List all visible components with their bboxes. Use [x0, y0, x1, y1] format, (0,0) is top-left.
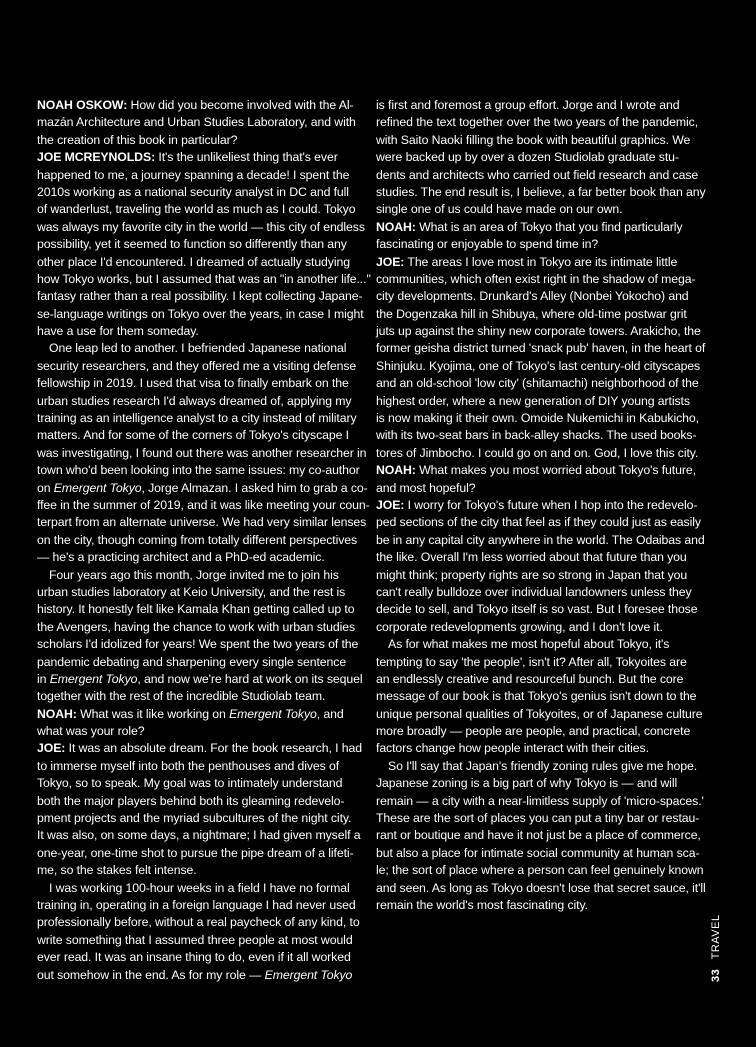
text-line — [376, 167, 702, 184]
text-run: together with the rest of the incredible Studiolab team. — [37, 689, 326, 704]
text-run: and seen. As long as Tokyo doesn't lose that secret sauce, it'll — [376, 880, 706, 895]
text-line — [376, 845, 702, 862]
text-run: were backed up by over a dozen Studiolab graduate stu- — [376, 150, 679, 165]
text-run: le; the sort of place where a person can feel genuinely known — [376, 863, 704, 878]
text-run: fascinating or enjoyable to spend time in? — [376, 237, 599, 252]
text-run: history. It honestly felt like Kamala Khan getting called up to — [37, 602, 355, 617]
text-line — [37, 967, 363, 984]
text-run: Shinjuku. Kyojima, one of Tokyo's last century-old cityscapes — [376, 358, 701, 373]
text-run: juts up against the shiny new corporate towers. Arakicho, the — [376, 324, 701, 339]
speaker-label: NOAH: — [376, 463, 416, 478]
text-line — [37, 619, 363, 636]
text-run: , and — [316, 706, 344, 721]
text-run: out somehow in the end. As for my role — — [37, 967, 265, 982]
text-line — [37, 654, 363, 671]
text-run: , and now we're hard at work on its sequel — [137, 671, 363, 686]
text-line — [37, 810, 363, 827]
text-run: with Saito Naoki filling the book with beautiful graphics. We — [376, 132, 691, 147]
text-run: dents and architects who carried out field research and case — [376, 167, 699, 182]
text-line — [376, 288, 702, 305]
text-run: rant or boutique and have it not just be a place of commerce, — [376, 828, 701, 843]
text-run: It was an absolute dream. For the book research, I had — [65, 741, 362, 756]
text-line — [376, 375, 702, 392]
text-run: the like. Overall I'm less worried about that future than you — [376, 550, 687, 565]
book-title: Emergent Tokyo — [53, 480, 142, 495]
text-line — [37, 514, 367, 531]
book-title: Emergent Tokyo — [229, 706, 317, 721]
text-line — [37, 306, 363, 323]
text-line — [376, 149, 702, 166]
text-run: How did you become involved with the Al- — [127, 98, 354, 112]
text-run: can't really bulldoze over individual landowners unless they — [376, 584, 692, 599]
text-line — [37, 358, 363, 375]
text-line — [376, 340, 706, 357]
text-line — [37, 914, 363, 931]
text-run: Japanese zoning is a big part of why Tokyo is — and will — [376, 776, 678, 791]
text-line — [376, 532, 705, 549]
text-line — [37, 688, 363, 705]
text-line — [37, 97, 363, 114]
text-line — [376, 810, 702, 827]
text-run: an endlessly creative and resourceful bunch. But the core — [376, 671, 684, 686]
text-run: might think; property rights are so strong in Japan that you — [376, 567, 688, 582]
text-line — [376, 723, 702, 740]
text-run: What is an area of Tokyo that you find particularly — [415, 219, 683, 234]
text-line — [37, 706, 363, 723]
text-line — [376, 775, 702, 792]
text-run: The areas I love most in Tokyo are its intimate little — [404, 254, 678, 269]
text-run: write something that I assumed three people at most would — [37, 932, 353, 947]
text-run: was investigating, I found out there was another researcher in — [37, 445, 367, 460]
text-line — [376, 688, 702, 705]
text-run: refined the text together over the two years of the pandemic, — [376, 115, 699, 130]
text-run: how Tokyo works, but I assumed that was an "in another life..." — [37, 271, 371, 286]
text-run: but also a place for intimate social community at human sca- — [376, 845, 700, 860]
text-run: ever read. It was an insane thing to do, even if it all worked — [37, 950, 351, 965]
text-run: factors change how people interact with their cities. — [376, 741, 649, 756]
speaker-label: NOAH: — [376, 219, 416, 234]
text-line — [37, 880, 363, 897]
speaker-label: JOE: — [37, 741, 66, 756]
text-run: So I'll say that Japan's friendly zoning rules give me hope. — [388, 758, 698, 773]
text-line — [37, 740, 363, 757]
text-line — [376, 323, 702, 340]
text-line — [376, 480, 702, 497]
text-run: other place I'd encountered. I dreamed of actually studying — [37, 254, 350, 269]
speaker-label: JOE: — [376, 497, 405, 512]
text-line — [37, 497, 370, 514]
text-line — [376, 706, 702, 723]
text-run: town who'd been looking into the same issues: my co-author — [37, 463, 360, 478]
text-line — [37, 393, 363, 410]
text-line — [37, 775, 363, 792]
text-run: in — [37, 671, 50, 686]
text-run: I was working 100-hour weeks in a field I have no formal — [49, 880, 350, 895]
text-line — [376, 897, 702, 914]
text-line — [376, 201, 702, 218]
text-line — [37, 427, 363, 444]
text-line — [37, 219, 363, 236]
text-run: decide to sell, and Tokyo itself is so vast. But I foresee those — [376, 602, 698, 617]
text-line — [37, 254, 363, 271]
text-run: remain — a city with a near-limitless supply of 'micro-spaces.' — [376, 793, 704, 808]
text-line — [376, 827, 702, 844]
text-line — [376, 132, 702, 149]
text-run: the Dogenzaka hill in Shibuya, where old-time postwar grit — [376, 306, 687, 321]
text-line — [37, 862, 363, 879]
page-number: 33 — [710, 968, 722, 982]
text-run: what was your role? — [37, 724, 145, 739]
text-line — [376, 740, 702, 757]
text-line — [37, 375, 363, 392]
text-line — [37, 445, 367, 462]
text-line — [376, 114, 702, 131]
text-run: ffee in the summer of 2019, and it was like meeting your coun- — [37, 497, 370, 512]
text-run: happened to me, a journey spanning a decade! I spent the — [37, 167, 350, 182]
text-line — [37, 793, 363, 810]
text-line — [37, 932, 363, 949]
speaker-label: NOAH OSKOW: — [37, 98, 128, 112]
speaker-label: NOAH: — [37, 706, 77, 721]
text-line — [376, 619, 702, 636]
text-line — [37, 601, 363, 618]
text-line — [37, 114, 363, 131]
text-run: Tokyo, so to speak. My goal was to intimately understand — [37, 776, 343, 791]
text-run: ped sections of the city that feel as if they could just as easily — [376, 515, 701, 530]
text-line — [376, 549, 702, 566]
text-line — [376, 410, 702, 427]
text-run: on — [37, 480, 54, 495]
text-line — [376, 358, 702, 375]
text-run: — he's a practicing architect and a PhD-ed academic. — [37, 550, 325, 565]
text-run: , Jorge Almazan. I asked him to grab a co- — [141, 480, 368, 495]
text-line — [37, 549, 363, 566]
text-line — [37, 462, 363, 479]
text-run: with its two-seat bars in back-alley shacks. The used books- — [376, 428, 697, 443]
text-run: scholars I'd idolized for years! We spent the two years of the — [37, 637, 359, 652]
text-line — [376, 497, 702, 514]
text-run: corporate redevelopments growing, and I don't love it. — [376, 619, 663, 634]
text-run: single one of us could have made on our own. — [376, 202, 623, 217]
text-line — [37, 897, 363, 914]
text-line — [376, 601, 702, 618]
text-run: As for what makes me most hopeful about Tokyo, it's — [388, 637, 670, 652]
article-right-column — [376, 97, 706, 914]
text-run: I worry for Tokyo's future when I hop into the redevelo- — [404, 497, 698, 512]
book-title: Emergent Tokyo — [264, 967, 353, 982]
text-line — [37, 758, 363, 775]
text-line — [37, 532, 363, 549]
text-run: me, so the stakes felt intense. — [37, 863, 197, 878]
text-run: to immerse myself into both the penthouses and dives of — [37, 758, 340, 773]
text-run: matters. And for some of the corners of Tokyo's cityscape I — [37, 428, 349, 443]
text-line — [376, 184, 706, 201]
text-line — [37, 636, 363, 653]
text-run: was always my favorite city in the world — this city of endless — [37, 219, 365, 234]
text-run: both the major players behind both its gleaming redevelo- — [37, 793, 345, 808]
text-run: city developments. Drunkard's Alley (Nonbei Yokocho) and — [376, 289, 689, 304]
text-line — [376, 97, 702, 114]
text-line — [376, 254, 702, 271]
text-run: tores of Jimbocho. I could go on and on. God, I love this city. — [376, 445, 699, 460]
text-line — [37, 236, 363, 253]
text-line — [37, 323, 363, 340]
text-run: 2010s working as a national security analyst in DC and full — [37, 184, 349, 199]
text-line — [37, 271, 371, 288]
text-run: possibility, yet it seemed to function so differently than any — [37, 237, 347, 252]
text-line — [376, 427, 702, 444]
text-run: the Avengers, having the chance to work with urban studies — [37, 619, 355, 634]
text-line — [376, 654, 702, 671]
text-run: It was also, on some days, a nightmare; I had given myself a — [37, 828, 361, 843]
text-line — [37, 584, 363, 601]
text-run: highest order, where a new generation of DIY young artists — [376, 393, 690, 408]
text-run: pment projects and the myriad subcultures of the night city. — [37, 811, 352, 826]
text-line — [376, 306, 702, 323]
text-line — [37, 340, 363, 357]
text-run: One leap led to another. I befriended Japanese national — [49, 341, 347, 356]
text-run: What makes you most worried about Tokyo's future, — [415, 463, 696, 478]
text-run: and most hopeful? — [376, 480, 476, 495]
text-line — [376, 793, 702, 810]
text-run: It's the unlikeliest thing that's ever — [155, 150, 338, 165]
text-line — [37, 480, 368, 497]
text-line — [376, 219, 702, 236]
text-run: studies. The end result is, I believe, a far better book than any — [376, 184, 706, 199]
text-run: se-language writings on Tokyo over the years, in case I might — [37, 306, 364, 321]
text-line — [37, 410, 363, 427]
text-line — [37, 845, 363, 862]
text-run: fantasy rather than a real possibility. I kept collecting Japane- — [37, 289, 363, 304]
text-run: What was it like working on — [76, 706, 230, 721]
text-line — [37, 723, 363, 740]
text-run: remain the world's most fascinating city. — [376, 897, 588, 912]
text-line — [37, 671, 363, 688]
text-run: terpart from an alternate universe. We had very similar lenses — [37, 515, 367, 530]
page-footer — [710, 914, 722, 982]
text-line — [376, 880, 706, 897]
text-line — [376, 445, 702, 462]
text-run: urban studies laboratory at Keio University, and the rest is — [37, 584, 346, 599]
article-left-column — [37, 97, 371, 984]
text-line — [376, 236, 702, 253]
text-run: more broadly — people are people, and practical, concrete — [376, 724, 691, 739]
text-line — [376, 393, 702, 410]
text-line — [37, 288, 363, 305]
text-run: These are the sort of places you can put a tiny bar or restau- — [376, 811, 700, 826]
text-line — [37, 567, 363, 584]
text-run: pandemic debating and sharpening every single sentence — [37, 654, 347, 669]
text-line — [376, 584, 702, 601]
text-line — [37, 827, 363, 844]
text-run: be in any capital city anywhere in the world. The Odaibas and — [376, 532, 705, 547]
text-run: one-year, one-time shot to pursue the pipe dream of a lifeti- — [37, 845, 354, 860]
text-run: on the city, though coming from totally different perspectives — [37, 532, 358, 547]
book-title: Emergent Tokyo — [49, 671, 138, 686]
text-run: professionally before, without a real paycheck of any kind, to — [37, 915, 360, 930]
text-line — [37, 132, 363, 149]
text-line — [37, 949, 363, 966]
text-line — [37, 184, 363, 201]
text-run: the creation of this book in particular? — [37, 132, 238, 147]
text-run: communities, which often exist right in the shadow of mega- — [376, 271, 696, 286]
text-run: is first and foremost a group effort. Jorge and I wrote and — [376, 98, 680, 112]
text-line — [376, 758, 702, 775]
section-label: TRAVEL — [710, 914, 722, 960]
text-run: and an old-school 'low city' (shitamachi) neighborhood of the — [376, 376, 699, 391]
text-line — [376, 514, 702, 531]
speaker-label: JOE: — [376, 254, 405, 269]
text-line — [376, 271, 702, 288]
text-run: mazán Architecture and Urban Studies Laboratory, and with — [37, 115, 356, 130]
text-run: message of our book is that Tokyo's genius isn't down to the — [376, 689, 697, 704]
text-line — [37, 149, 363, 166]
text-run: have a use for them someday. — [37, 324, 199, 339]
text-line — [376, 462, 702, 479]
text-line — [376, 567, 702, 584]
text-run: security researchers, and they offered me a visiting defense — [37, 358, 357, 373]
text-run: of wanderlust, traveling the world as much as I could. Tokyo — [37, 202, 356, 217]
text-line — [376, 862, 702, 879]
text-run: Four years ago this month, Jorge invited me to join his — [49, 567, 339, 582]
text-line — [37, 167, 363, 184]
speaker-label: JOE MCREYNOLDS: — [37, 150, 156, 165]
text-run: is now making it their own. Omoide Nukemichi in Kabukicho, — [376, 411, 699, 426]
text-line — [37, 201, 363, 218]
text-run: training as an intelligence analyst to a city instead of military — [37, 411, 357, 426]
text-run: urban studies research I'd always dreamed of, applying my — [37, 393, 352, 408]
text-run: training in, operating in a foreign language I had never used — [37, 897, 356, 912]
text-line — [376, 636, 702, 653]
text-run: unique personal qualities of Tokyoites, or of Japanese culture — [376, 706, 703, 721]
text-line — [376, 671, 702, 688]
text-run: former geisha district turned 'snack pub' haven, in the heart of — [376, 341, 706, 356]
text-run: tempting to say 'the people', isn't it? After all, Tokyoites are — [376, 654, 687, 669]
text-run: fellowship in 2019. I used that visa to finally embark on the — [37, 376, 349, 391]
